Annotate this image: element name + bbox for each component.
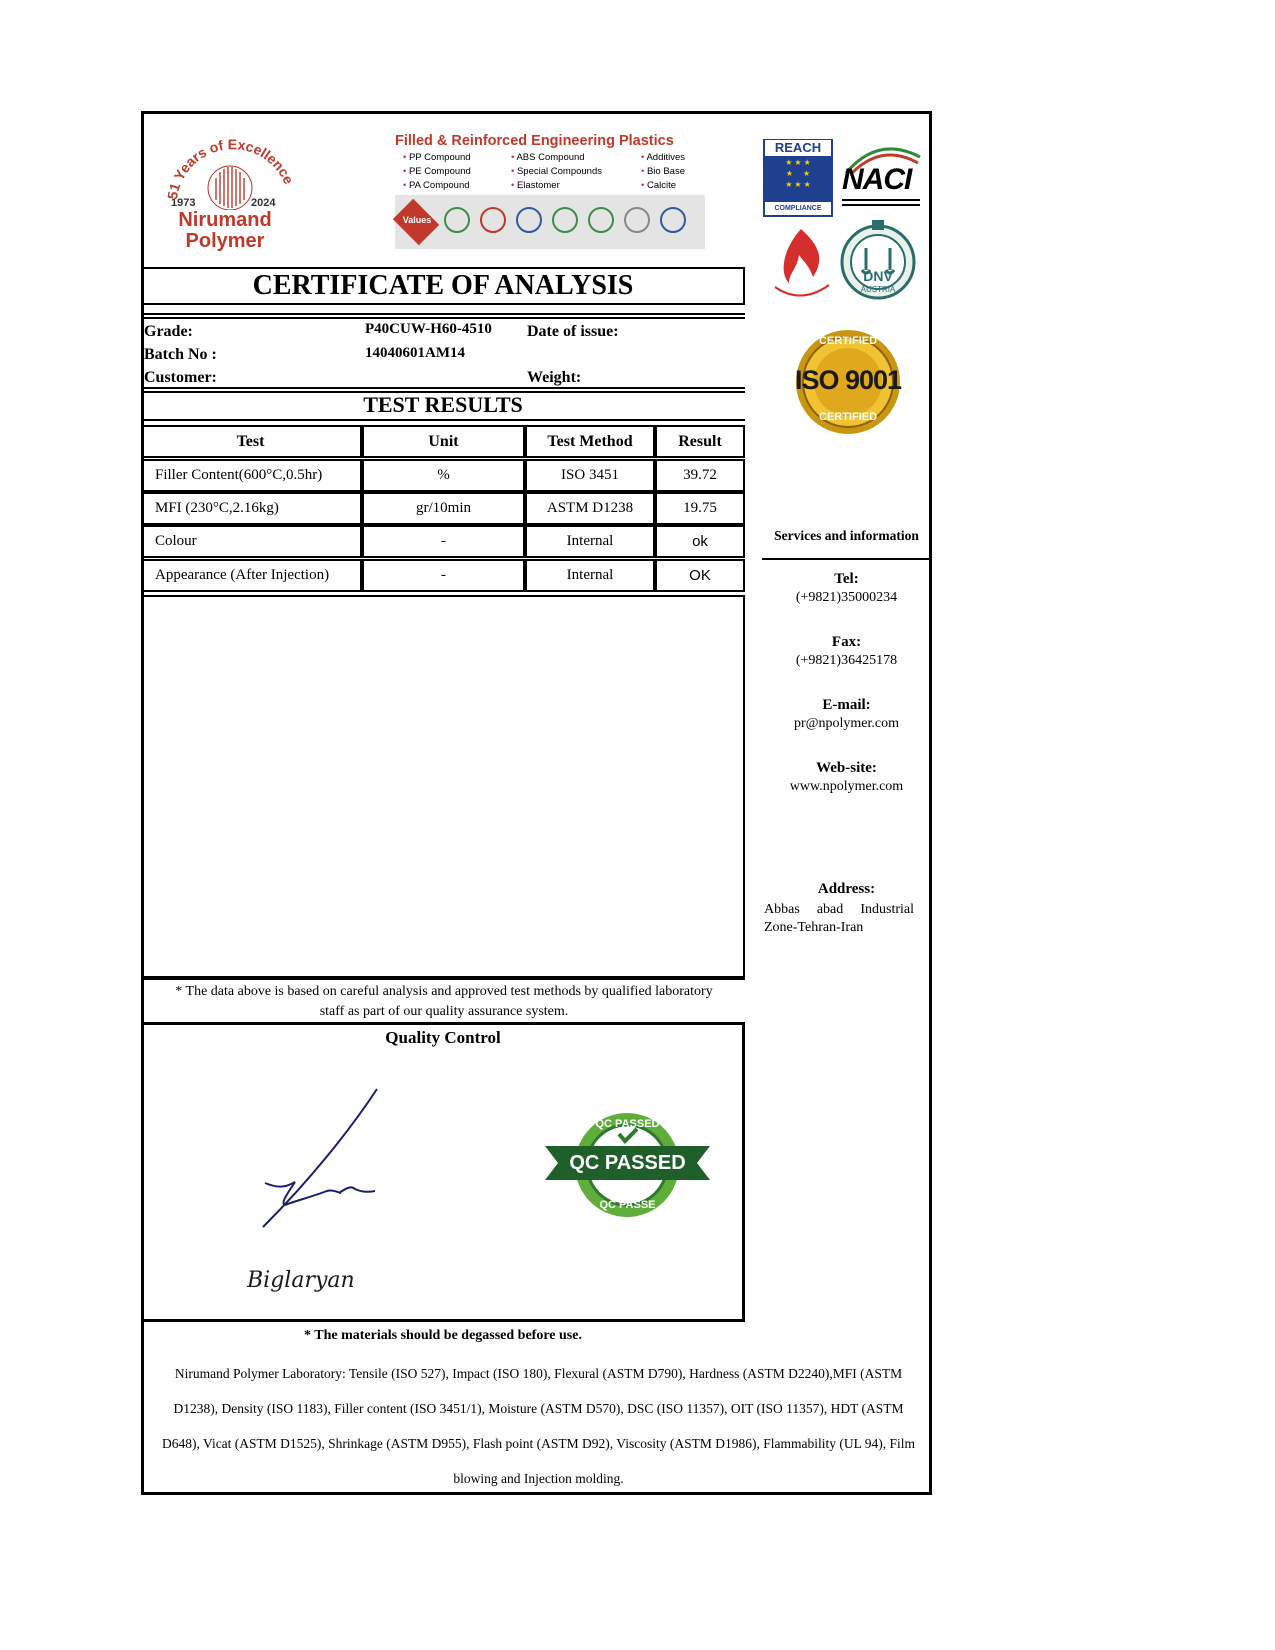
iso-bottom-text: CERTIFIED: [818, 411, 878, 423]
bullet-icon: •: [641, 180, 647, 191]
bullet-icon: •: [511, 166, 517, 177]
certificate-icon: [660, 207, 686, 233]
dnv-subtext: AUSTRIA: [860, 285, 896, 294]
date-label: Date of issue:: [527, 323, 619, 340]
lab-line-3: D648), Vicat (ASTM D1525), Shrinkage (ASTM D955), Flash point (ASTM D92), Viscosity (ASTM D1986), Flammability (UL 94), Film: [162, 1436, 915, 1451]
batch-value: 14040601AM14: [365, 345, 465, 361]
flame-award-icon: [765, 225, 837, 305]
banner-product-label: PP Compound: [408, 152, 471, 163]
banner-product-item: [641, 152, 685, 163]
fax-value: (+9821)36425178: [795, 653, 898, 668]
bullet-icon: •: [641, 152, 647, 163]
values-label: Values: [402, 215, 432, 225]
degas-note: * The materials should be degassed before use.: [304, 1328, 582, 1343]
tel-label: Tel:: [834, 571, 859, 587]
reach-subtitle: COMPLIANCE: [765, 202, 831, 215]
table-cell: OK: [655, 559, 745, 592]
bullet-icon: •: [641, 166, 647, 177]
banner-product-item: [403, 180, 470, 191]
banner-product-item: [641, 166, 685, 177]
analysis-note-line1: * The data above is based on careful analysis and approved test methods by qualified laboratory: [175, 984, 713, 999]
banner-products: [395, 152, 695, 196]
heart-hands-icon: [480, 207, 506, 233]
qc-stamp-top: QC PASSED: [595, 1118, 660, 1130]
test-results-title: TEST RESULTS: [363, 392, 523, 417]
gear-icon: [516, 207, 542, 233]
grade-label: Grade:: [144, 323, 193, 340]
grade-value: P40CUW-H60-4510: [365, 321, 492, 337]
cycle-icon: [552, 207, 578, 233]
dnv-badge: [838, 218, 918, 302]
bullet-icon: •: [511, 180, 517, 191]
iso-main-text: ISO 9001: [794, 365, 902, 395]
bullet-icon: •: [511, 152, 517, 163]
website-value[interactable]: www.npolymer.com: [789, 779, 904, 794]
naci-text: NACI: [842, 163, 912, 196]
table-cell: 39.72: [655, 459, 745, 492]
values-icons: [441, 207, 689, 233]
banner-product-label: Bio Base: [646, 166, 685, 177]
table-cell: %: [362, 459, 525, 492]
table-header-cell: Result: [655, 425, 745, 458]
lab-capabilities: [151, 1356, 926, 1496]
values-strip: [395, 195, 705, 249]
table-header-cell: Test Method: [525, 425, 655, 458]
leaf-icon: [444, 207, 470, 233]
banner-product-item: [511, 152, 585, 163]
banner-product-label: ABS Compound: [516, 152, 585, 163]
page-title: CERTIFICATE OF ANALYSIS: [252, 270, 634, 301]
email-label: E-mail:: [822, 697, 871, 713]
naci-small-icon: [624, 207, 650, 233]
table-cell: ASTM D1238: [525, 492, 655, 525]
product-banner: [395, 133, 715, 253]
eu-stars-icon: ★ ★ ★ ★ ★ ★ ★ ★: [785, 158, 811, 189]
table-cell: Internal: [525, 559, 655, 592]
table-cell: ISO 3451: [525, 459, 655, 492]
address-line2: Zone-Tehran-Iran: [764, 920, 864, 935]
naci-badge: [838, 135, 923, 213]
analysis-note: [144, 982, 744, 1022]
banner-product-item: [511, 166, 602, 177]
weight-label: Weight:: [527, 369, 582, 386]
banner-product-label: Elastomer: [516, 180, 560, 191]
table-cell: 19.75: [655, 492, 745, 525]
logo-company-line1: Nirumand: [178, 209, 272, 231]
table-cell: Filler Content(600°C,0.5hr): [141, 459, 362, 492]
bullet-icon: •: [403, 166, 409, 177]
analysis-note-line2: staff as part of our quality assurance system.: [319, 1004, 569, 1019]
customer-label: Customer:: [144, 369, 217, 386]
svg-text:51 Years of Excellence: [165, 136, 295, 200]
table-cell: -: [362, 525, 525, 558]
award-emblem: [765, 225, 837, 305]
table-cell: Internal: [525, 525, 655, 558]
table-cell: gr/10min: [362, 492, 525, 525]
iso-top-text: CERTIFIED: [818, 335, 878, 347]
table-header-cell: Test: [141, 425, 362, 458]
bullet-icon: •: [403, 180, 409, 191]
reach-title: REACH: [765, 140, 831, 156]
services-heading: Services and information: [774, 528, 919, 543]
banner-product-item: [641, 180, 676, 191]
batch-label: Batch No :: [144, 346, 217, 363]
address-line1: Abbas abad Industrial: [764, 902, 914, 917]
website-label: Web-site:: [816, 760, 877, 776]
bulb-icon: [588, 207, 614, 233]
banner-product-item: [403, 166, 471, 177]
qc-passed-stamp: [545, 1110, 710, 1220]
table-cell: Appearance (After Injection): [141, 559, 362, 592]
reach-badge: [763, 139, 833, 217]
logo-year-start: 1973: [171, 197, 196, 209]
logo-year-end: 2024: [251, 197, 276, 209]
address-block: [764, 881, 929, 936]
company-logo: [165, 130, 295, 255]
banner-product-label: Calcite: [646, 180, 677, 191]
banner-product-item: [403, 152, 471, 163]
dnv-text: DNV: [863, 268, 893, 284]
table-header-cell: Unit: [362, 425, 525, 458]
fax-label: Fax:: [831, 634, 862, 650]
banner-product-label: PE Compound: [408, 166, 471, 177]
banner-title: Filled & Reinforced Engineering Plastics: [395, 133, 674, 149]
logo-arc-text: 51 Years of Excellenc: [165, 136, 293, 201]
signature-icon: [255, 1085, 385, 1230]
banner-product-label: Additives: [646, 152, 686, 163]
bullet-icon: •: [403, 152, 409, 163]
email-value[interactable]: pr@npolymer.com: [793, 716, 900, 731]
banner-product-label: Special Compounds: [516, 166, 602, 177]
table-cell: ok: [655, 525, 745, 558]
iso-9001-seal: [788, 327, 908, 437]
table-cell: -: [362, 559, 525, 592]
logo-company-line2: Polymer: [185, 230, 265, 252]
banner-product-label: PA Compound: [408, 180, 470, 191]
lab-line-2: D1238), Density (ISO 1183), Filler content (ISO 3451/1), Moisture (ASTM D570), DSC (ISO 11357), OIT (ISO 11357), HDT (ASTM: [173, 1401, 904, 1416]
qc-stamp-bottom: QC PASSE: [599, 1199, 656, 1211]
table-cell: Colour: [141, 525, 362, 558]
blank-results-area: [141, 595, 745, 978]
lab-line-4: blowing and Injection molding.: [453, 1471, 624, 1486]
lab-line-1: Nirumand Polymer Laboratory: Tensile (ISO 527), Impact (ISO 180), Flexural (ASTM D790), Hardness (ASTM D2240),MFI (ASTM: [174, 1366, 903, 1381]
qc-stamp-main: QC PASSED: [569, 1152, 686, 1174]
qc-title: Quality Control: [385, 1028, 501, 1047]
banner-product-item: [511, 180, 560, 191]
address-label: Address:: [817, 881, 876, 897]
tel-value: (+9821)35000234: [795, 590, 898, 605]
contact-block: [764, 571, 929, 795]
table-cell: MFI (230°C,2.16kg): [141, 492, 362, 525]
signer-name: Biglaryan: [247, 1268, 355, 1293]
